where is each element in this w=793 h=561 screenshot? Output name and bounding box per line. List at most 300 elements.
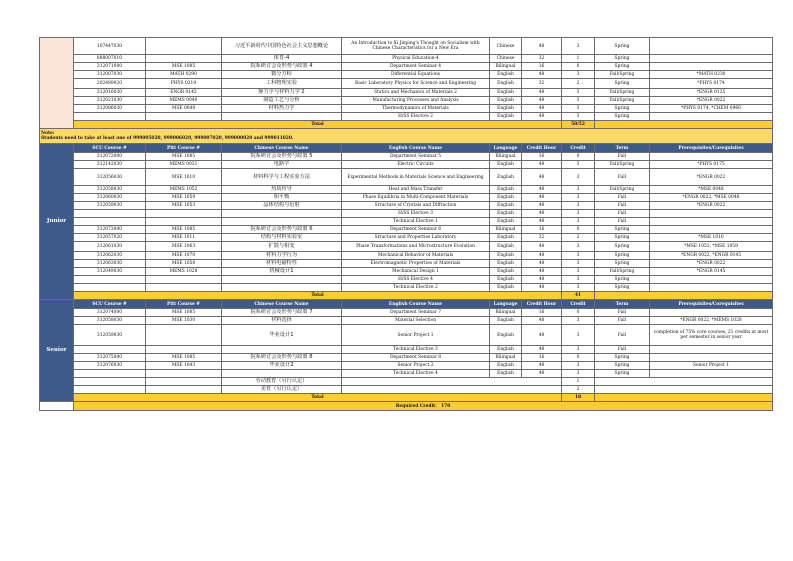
course-pitt [146, 386, 222, 394]
course-cn: 制造工艺与分析 [222, 97, 342, 105]
course-scu: 312059030 [74, 325, 146, 346]
course-cn: 微分方程 [222, 71, 342, 79]
course-term: Spring [595, 105, 650, 113]
course-term: Fall [595, 169, 650, 186]
course-credit: 2 [562, 79, 595, 89]
course-credit: 3 [562, 194, 595, 202]
course-term: Fall [595, 317, 650, 325]
course-row [40, 252, 773, 260]
course-credit: 0 [562, 226, 595, 234]
required-credit-row [40, 402, 773, 411]
course-cn: 劳动教育（另行认定） [222, 378, 342, 386]
course-row [40, 202, 773, 210]
header-credit: Credit [562, 300, 595, 309]
course-credit: 3 [562, 276, 595, 284]
course-scu: 312074000 [74, 309, 146, 317]
course-blank [342, 386, 562, 394]
course-lang: English [490, 210, 522, 218]
course-term: Fall [595, 218, 650, 226]
course-pitt [146, 276, 222, 284]
course-credit: 3 [562, 210, 595, 218]
course-scu: 312057020 [74, 234, 146, 242]
course-row [40, 194, 773, 202]
course-prereq [650, 276, 773, 284]
course-row [40, 71, 773, 79]
course-pitt: MSE 1085 [146, 309, 222, 317]
course-lang: English [490, 169, 522, 186]
course-scu: 312056030 [74, 169, 146, 186]
course-cn: 热质传导 [222, 186, 342, 194]
total-row [40, 121, 773, 129]
year-label [40, 38, 74, 129]
course-row [40, 113, 773, 121]
course-credit: 3 [562, 38, 595, 55]
course-prereq: *PHYS 0175 [650, 161, 773, 169]
course-en: Differential Equations [342, 71, 490, 79]
course-cn: 院系研讨会及形势与政策 4 [222, 63, 342, 71]
course-prereq: *ENGR 0022, *ENGR 0145 [650, 252, 773, 260]
course-blank [595, 386, 773, 394]
course-hour: 32 [522, 79, 562, 89]
course-prereq [650, 226, 773, 234]
course-prereq [650, 218, 773, 226]
course-cn: 电路学 [222, 161, 342, 169]
course-en: Experimental Methods in Materials Science and Engineering [342, 169, 490, 186]
course-en: Structure of Crystals and Diffraction [342, 202, 490, 210]
course-scu: 312142030 [74, 161, 146, 169]
course-en: Statics and Mechanics of Materials 2 [342, 89, 490, 97]
course-scu [74, 346, 146, 354]
course-row [40, 309, 773, 317]
course-row [40, 79, 773, 89]
course-row [40, 97, 773, 105]
course-lang: English [490, 325, 522, 346]
course-scu: 312071000 [74, 63, 146, 71]
course-cn: 毕业设计2 [222, 362, 342, 370]
course-prereq: *ENGR 0022 [650, 260, 773, 268]
header-hour: Credit Hour [522, 144, 562, 153]
course-cn [222, 370, 342, 378]
total-label: Total [74, 292, 562, 300]
course-lang: English [490, 194, 522, 202]
course-hour: 48 [522, 370, 562, 378]
header-credit: Credit [562, 144, 595, 153]
course-cn: 扩散与相变 [222, 242, 342, 252]
curriculum-body [40, 38, 773, 411]
course-lang: English [490, 317, 522, 325]
course-term: Spring [595, 55, 650, 63]
course-hour: 48 [522, 317, 562, 325]
course-prereq: *ENGR 0022, *MEMS 1028 [650, 317, 773, 325]
course-term: Fall [595, 202, 650, 210]
course-row [40, 105, 773, 113]
course-row [40, 218, 773, 226]
course-term: Fall [595, 153, 650, 161]
course-hour: 48 [522, 325, 562, 346]
course-hour: 48 [522, 210, 562, 218]
course-hour: 48 [522, 169, 562, 186]
course-hour: 16 [522, 153, 562, 161]
course-credit: 1 [562, 55, 595, 63]
course-scu: 312076030 [74, 362, 146, 370]
course-term: Spring [595, 79, 650, 89]
course-row [40, 226, 773, 234]
extra-credit-row [40, 386, 773, 394]
course-pitt: MEMS 0040 [146, 97, 222, 105]
course-en: H/SS Elective 3 [342, 210, 490, 218]
course-pitt: MSE 0048 [146, 105, 222, 113]
course-scu: 312007030 [74, 71, 146, 79]
course-scu [74, 370, 146, 378]
course-scu: 312059030 [74, 202, 146, 210]
course-credit: 0 [562, 309, 595, 317]
course-prereq [650, 55, 773, 63]
course-prereq [650, 309, 773, 317]
course-row [40, 354, 773, 362]
course-scu: 312075000 [74, 354, 146, 362]
course-credit: 3 [562, 317, 595, 325]
course-lang: English [490, 186, 522, 194]
course-term: Fall [595, 346, 650, 354]
course-lang: Bilingual [490, 354, 522, 362]
note-body: Students need to take at least one of 999005020, 999006020, 999007020, 999000020 and 999011020. [41, 136, 294, 141]
course-pitt: MSE 1011 [146, 234, 222, 242]
note-title: Note: [41, 131, 55, 136]
total-label: Total [74, 121, 562, 129]
course-hour: 48 [522, 276, 562, 284]
course-lang: English [490, 242, 522, 252]
course-scu [74, 284, 146, 292]
course-row [40, 317, 773, 325]
course-credit: 0 [562, 63, 595, 71]
course-term: Spring [595, 252, 650, 260]
course-pitt: MSE 1085 [146, 63, 222, 71]
course-row [40, 242, 773, 252]
course-prereq: *ENGR 0135 [650, 89, 773, 97]
total-credit: 18 [562, 394, 595, 402]
course-scu: 312086030 [74, 105, 146, 113]
course-row [40, 186, 773, 194]
course-credit: 3 [562, 105, 595, 113]
course-lang: English [490, 89, 522, 97]
course-en: Phase Transformations and Microstructure Evolution [342, 242, 490, 252]
course-en: Manufacturing Processes and Analysis [342, 97, 490, 105]
course-credit: 3 [562, 260, 595, 268]
course-prereq [650, 153, 773, 161]
course-blank [342, 378, 562, 386]
header-prereq: Prerequisites/Corequisites [650, 300, 773, 309]
course-lang: English [490, 234, 522, 242]
course-lang: English [490, 218, 522, 226]
course-scu: 312072000 [74, 153, 146, 161]
course-lang: English [490, 113, 522, 121]
course-credit: 3 [562, 325, 595, 346]
course-cn [222, 113, 342, 121]
course-prereq [650, 346, 773, 354]
course-hour: 48 [522, 71, 562, 79]
header-term: Term [595, 300, 650, 309]
course-term: Spring [595, 226, 650, 234]
course-hour: 48 [522, 161, 562, 169]
course-credit: 3 [562, 218, 595, 226]
course-hour: 16 [522, 226, 562, 234]
course-cn [222, 276, 342, 284]
course-pitt: PHYS 0219 [146, 79, 222, 89]
course-lang: English [490, 260, 522, 268]
course-hour: 48 [522, 194, 562, 202]
course-en: Phase Equilibria in Multi-Component Materials [342, 194, 490, 202]
course-hour: 32 [522, 55, 562, 63]
total-filler [595, 121, 773, 129]
course-prereq: *PHYS 0174 [650, 79, 773, 89]
course-cn: 相平衡 [222, 194, 342, 202]
total-row [40, 292, 773, 300]
header-en: English Course Name [342, 144, 490, 153]
course-prereq: *PHYS 0174, *CHEM 0960 [650, 105, 773, 113]
course-blank [595, 378, 773, 386]
course-prereq: *ENGR 0022, *MSE 0048 [650, 194, 773, 202]
course-scu: 312060030 [74, 194, 146, 202]
course-row [40, 55, 773, 63]
course-en: Department Seminar 5 [342, 153, 490, 161]
course-scu [74, 113, 146, 121]
course-cn: 机械设计1 [222, 268, 342, 276]
course-cn: 材料选择 [222, 317, 342, 325]
course-lang: English [490, 202, 522, 210]
course-en: Technical Elective 3 [342, 346, 490, 354]
course-term: Spring [595, 354, 650, 362]
course-scu [74, 276, 146, 284]
course-credit: 3 [562, 71, 595, 79]
course-prereq: *ENGR 0145 [650, 268, 773, 276]
course-term: Spring [595, 38, 650, 55]
course-row [40, 370, 773, 378]
course-hour: 48 [522, 252, 562, 260]
course-pitt [146, 218, 222, 226]
course-pitt [146, 346, 222, 354]
course-en: Mechanical Design 1 [342, 268, 490, 276]
course-credit: 3 [562, 362, 595, 370]
course-en: Physical Education-4 [342, 55, 490, 63]
course-pitt: MATH 0290 [146, 71, 222, 79]
course-lang: English [490, 105, 522, 113]
course-scu: 312058030 [74, 317, 146, 325]
course-pitt [146, 38, 222, 55]
course-pitt: MSE 1063 [146, 242, 222, 252]
course-scu [74, 386, 146, 394]
course-lang: English [490, 252, 522, 260]
course-lang: English [490, 161, 522, 169]
course-en: Electromagnetic Properties of Materials [342, 260, 490, 268]
course-pitt: MEMS 1028 [146, 268, 222, 276]
course-credit: 3 [562, 284, 595, 292]
course-credit: 2 [562, 234, 595, 242]
course-credit: 3 [562, 346, 595, 354]
course-scu: 312021030 [74, 97, 146, 105]
course-prereq: Senior Project 1 [650, 362, 773, 370]
course-scu [74, 378, 146, 386]
course-en: Thermodynamics of Materials [342, 105, 490, 113]
course-prereq: *MSE 1053, *MSE 1059 [650, 242, 773, 252]
course-prereq: *ENGR 0022 [650, 97, 773, 105]
course-term: Spring [595, 362, 650, 370]
course-row [40, 169, 773, 186]
course-row [40, 346, 773, 354]
course-cn: 静力学与材料力学 2 [222, 89, 342, 97]
course-hour: 48 [522, 346, 562, 354]
course-pitt: MSE 1030 [146, 317, 222, 325]
course-pitt [146, 370, 222, 378]
course-cn: 院系研讨会及形势与政策 5 [222, 153, 342, 161]
year-label: Junior [40, 144, 74, 300]
course-hour: 16 [522, 354, 562, 362]
course-row [40, 276, 773, 284]
course-en: H/SS Elective 4 [342, 276, 490, 284]
course-credit: 3 [562, 161, 595, 169]
header-cn: Chinese Course Name [222, 144, 342, 153]
total-credit: 50/52 [562, 121, 595, 129]
course-credit: 1 [562, 378, 595, 386]
course-lang: Bilingual [490, 226, 522, 234]
header-scu: SCU Course # [74, 144, 146, 153]
course-scu: 888007010 [74, 55, 146, 63]
course-term: Spring [595, 276, 650, 284]
course-row [40, 362, 773, 370]
header-pitt: Pitt Course # [146, 300, 222, 309]
course-cn [222, 210, 342, 218]
course-term: Spring [595, 113, 650, 121]
course-term: Fall/Spring [595, 97, 650, 105]
course-en: Department Seminar 8 [342, 354, 490, 362]
course-row [40, 210, 773, 218]
course-prereq: *ENGR 0022 [650, 169, 773, 186]
course-prereq [650, 210, 773, 218]
course-scu: 312063030 [74, 260, 146, 268]
course-lang: English [490, 284, 522, 292]
course-lang: English [490, 79, 522, 89]
course-pitt [146, 378, 222, 386]
course-row [40, 153, 773, 161]
course-en: Electric Circuits [342, 161, 490, 169]
course-lang: English [490, 71, 522, 79]
course-row [40, 63, 773, 71]
course-credit: 3 [562, 113, 595, 121]
course-hour: 16 [522, 309, 562, 317]
course-term: Fall/Spring [595, 71, 650, 79]
course-prereq [650, 113, 773, 121]
course-credit: 2 [562, 386, 595, 394]
course-cn [222, 284, 342, 292]
course-row [40, 234, 773, 242]
course-pitt: MSE 1058 [146, 260, 222, 268]
course-cn: 材料电磁特性 [222, 260, 342, 268]
header-scu: SCU Course # [74, 300, 146, 309]
course-cn: 院系研讨会及形势与政策 6 [222, 226, 342, 234]
course-prereq: *MATH 0230 [650, 71, 773, 79]
course-scu: 312073000 [74, 226, 146, 234]
course-lang: Chinese [490, 38, 522, 55]
course-credit: 3 [562, 370, 595, 378]
course-lang: English [490, 97, 522, 105]
course-cn: 工科物理实验 [222, 79, 342, 89]
course-row [40, 89, 773, 97]
required-leading [40, 402, 74, 411]
course-hour: 48 [522, 97, 562, 105]
course-row [40, 284, 773, 292]
course-row [40, 268, 773, 276]
course-prereq [650, 284, 773, 292]
course-row [40, 260, 773, 268]
course-hour: 48 [522, 38, 562, 55]
course-term: Spring [595, 284, 650, 292]
course-prereq: *ENGR 0022 [650, 202, 773, 210]
course-en: Senior Project 1 [342, 325, 490, 346]
course-prereq [650, 63, 773, 71]
course-cn: 体育-4 [222, 55, 342, 63]
total-label: Total [74, 394, 562, 402]
course-term: Fall/Spring [595, 161, 650, 169]
course-en: Department Seminar 4 [342, 63, 490, 71]
course-lang: English [490, 346, 522, 354]
header-prereq: Prerequisites/Corequisites [650, 144, 773, 153]
course-cn: 结构与材料实验室 [222, 234, 342, 242]
course-hour: 48 [522, 113, 562, 121]
course-hour: 48 [522, 218, 562, 226]
course-scu: 312061030 [74, 242, 146, 252]
course-term: Fall [595, 210, 650, 218]
course-hour: 48 [522, 242, 562, 252]
course-hour: 48 [522, 186, 562, 194]
course-credit: 3 [562, 252, 595, 260]
course-pitt: MSE 1070 [146, 252, 222, 260]
course-prereq [650, 38, 773, 55]
course-pitt: MSE 1059 [146, 194, 222, 202]
course-lang: Bilingual [490, 153, 522, 161]
course-en: H/SS Elective 2 [342, 113, 490, 121]
course-en: Material Selection [342, 317, 490, 325]
course-credit: 3 [562, 186, 595, 194]
year-label: Senior [40, 300, 74, 402]
course-lang: English [490, 370, 522, 378]
course-hour: 48 [522, 89, 562, 97]
course-cn: 习近平新时代中国特色社会主义思想概论 [222, 38, 342, 55]
header-pitt: Pitt Course # [146, 144, 222, 153]
course-cn: 材料力学行为 [222, 252, 342, 260]
course-pitt: MSE 1053 [146, 202, 222, 210]
course-pitt [146, 284, 222, 292]
course-hour: 48 [522, 202, 562, 210]
header-cn: Chinese Course Name [222, 300, 342, 309]
course-cn: 毕业设计1 [222, 325, 342, 346]
course-cn: 美育（另行认定） [222, 386, 342, 394]
course-credit: 3 [562, 202, 595, 210]
course-lang: Bilingual [490, 63, 522, 71]
course-scu [74, 210, 146, 218]
course-credit: 3 [562, 97, 595, 105]
total-filler [595, 292, 773, 300]
course-prereq [650, 354, 773, 362]
course-scu: 312062030 [74, 252, 146, 260]
column-header-row [40, 144, 773, 153]
course-en: Mechanical Behavior of Materials [342, 252, 490, 260]
course-hour: 48 [522, 362, 562, 370]
course-row [40, 161, 773, 169]
total-credit: 41 [562, 292, 595, 300]
header-en: English Course Name [342, 300, 490, 309]
course-pitt: MSE 1085 [146, 153, 222, 161]
course-prereq: *MSE 1010 [650, 234, 773, 242]
course-hour: 48 [522, 268, 562, 276]
